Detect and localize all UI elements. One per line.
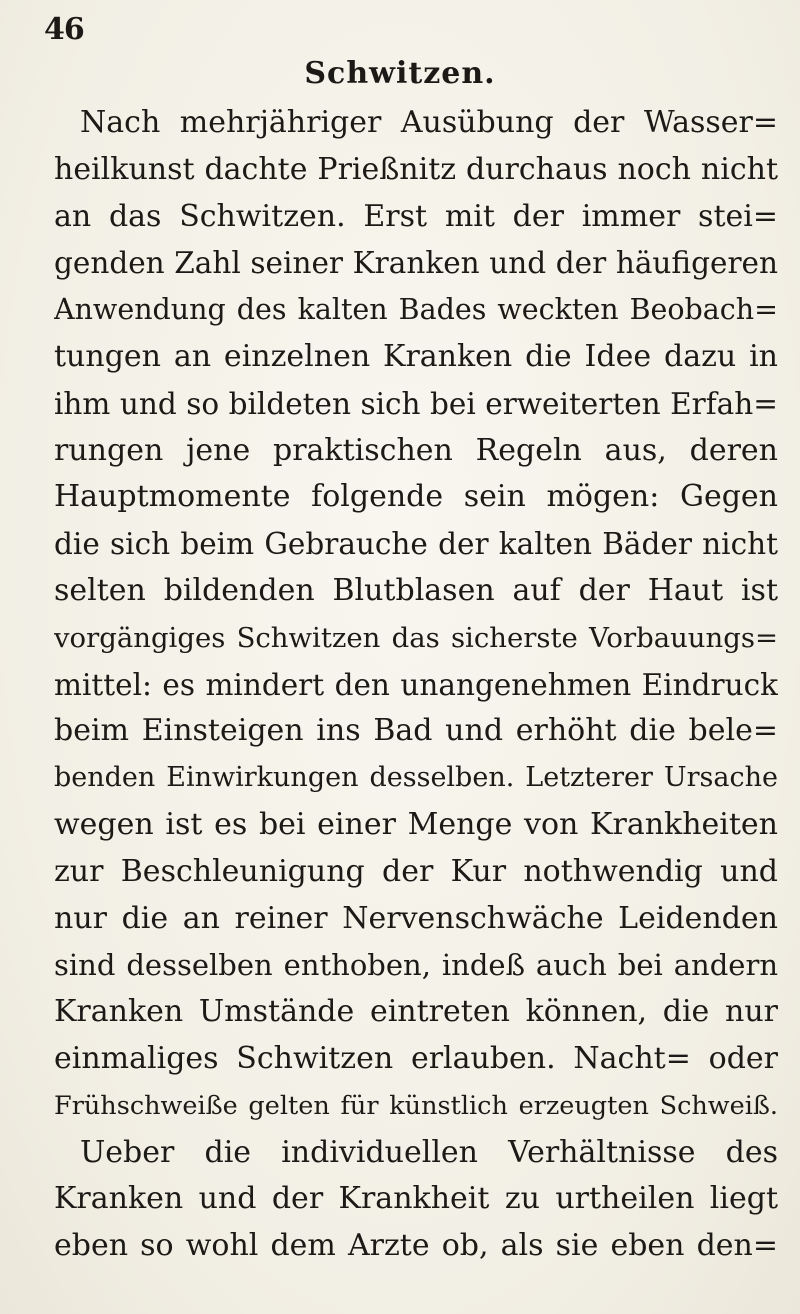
text-line: ihm und so bildeten sich bei erweiterten Erfah= — [54, 386, 778, 421]
text-line: die sich beim Gebrauche der kalten Bäder nicht — [54, 527, 778, 562]
text-line: Frühschweiße gelten für künstlich erzeugten Schweiß. — [54, 1090, 778, 1121]
section-heading: Schwitzen. — [304, 56, 496, 91]
text-line: beim Einsteigen ins Bad und erhöht die bele= — [54, 713, 778, 749]
text-line: Ueber die individuellen Verhältnisse des — [80, 1134, 778, 1170]
text-line: nur die an reiner Nervenschwäche Leidenden — [54, 900, 778, 936]
text-line: Kranken und der Krankheit zu urtheilen liegt — [54, 1181, 778, 1217]
text-line: heilkunst dachte Prießnitz durchaus noch nicht — [54, 151, 778, 187]
text-line: zur Beschleunigung der Kur nothwendig und — [54, 853, 778, 889]
body-text — [54, 100, 778, 1270]
text-line: rungen jene praktischen Regeln aus, deren — [54, 432, 778, 468]
text-line: tungen an einzelnen Kranken die Idee dazu in — [54, 338, 778, 374]
text-line: Kranken Umstände eintreten können, die nur — [54, 994, 778, 1030]
text-line: vorgängiges Schwitzen das sicherste Vorbauungs= — [54, 621, 778, 654]
text-line: eben so wohl dem Arzte ob, als sie eben den= — [54, 1228, 778, 1264]
text-line: wegen ist es bei einer Menge von Krankheiten — [54, 806, 778, 842]
text-line: genden Zahl seiner Kranken und der häufigeren — [54, 246, 778, 281]
text-line: an das Schwitzen. Erst mit der immer stei= — [54, 198, 778, 234]
text-line: mittel: es mindert den unangenehmen Eindruck — [54, 667, 778, 702]
text-line: benden Einwirkungen desselben. Letzterer Ursache — [54, 762, 778, 794]
text-line: einmaliges Schwitzen erlauben. Nacht= oder — [54, 1040, 778, 1076]
text-line: Hauptmomente folgende sein mögen: Gegen — [54, 479, 778, 515]
text-line: sind desselben enthoben, indeß auch bei andern — [54, 948, 778, 983]
text-line: Nach mehrjähriger Ausübung der Wasser= — [80, 105, 778, 140]
page-number: 46 — [44, 12, 84, 47]
text-line: Anwendung des kalten Bades weckten Beobach= — [54, 293, 778, 327]
text-line: selten bildenden Blutblasen auf der Haut ist — [54, 572, 778, 608]
